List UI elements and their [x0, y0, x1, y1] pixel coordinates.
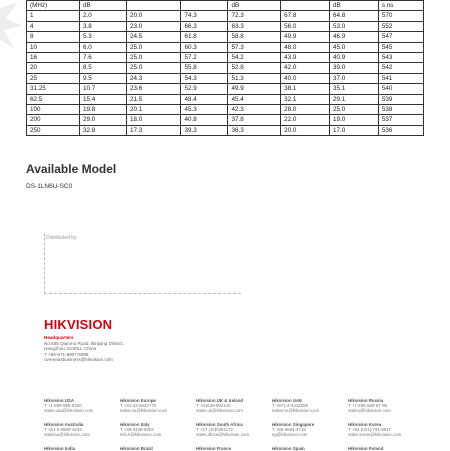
table-row [27, 53, 424, 63]
available-model-title: Available Model [26, 162, 117, 176]
office-phone: T +7-495-669-67-99 [348, 403, 388, 408]
table-cell: 48.4 [181, 94, 228, 104]
headquarters-email[interactable]: overseasbusiness@hikvision.com [44, 357, 114, 363]
office-name: Hikvision Singapore [272, 422, 315, 427]
office-email[interactable]: sales.usa@hikvision.com [44, 408, 94, 413]
table-cell: 542 [378, 63, 423, 73]
table-header-cell [281, 1, 330, 11]
table-cell: 3.8 [79, 21, 126, 31]
office-name: Hikvision Brazil [120, 446, 153, 451]
table-cell: 49.9 [281, 32, 330, 42]
table-cell: 536 [378, 125, 423, 135]
table-cell: 17.0 [329, 125, 378, 135]
table-cell: 72.3 [228, 11, 281, 21]
office-name: Hikvision Italy [120, 422, 150, 427]
table-header-cell: dB [79, 1, 126, 11]
table-cell: 23.0 [126, 21, 180, 31]
table-header-cell [181, 1, 228, 11]
table-cell: 543 [378, 53, 423, 63]
office-entry [196, 398, 243, 413]
table-cell: 250 [27, 125, 80, 135]
table-cell: 45.0 [329, 42, 378, 52]
table-cell: 37.0 [329, 73, 378, 83]
table-cell: 25.0 [126, 53, 180, 63]
table-cell: 24.5 [126, 32, 180, 42]
office-phone: T +65-6684-4718 [272, 427, 306, 432]
table-cell: 63.3 [228, 21, 281, 31]
office-email[interactable]: salesau@hikvision.com [44, 432, 90, 437]
table-cell: 46.9 [329, 32, 378, 42]
office-name: Hikvision Korea [348, 422, 382, 427]
table-cell: 36.3 [228, 125, 281, 135]
table-row [27, 94, 424, 104]
table-cell: 62.5 [27, 94, 80, 104]
table-cell: 4 [27, 21, 80, 31]
table-cell: 52.8 [228, 63, 281, 73]
office-entry [348, 398, 391, 413]
table-cell: 45.3 [181, 105, 228, 115]
hikvision-logo: HIKVISION [44, 317, 113, 332]
office-name: Hikvision Europe [120, 398, 156, 403]
available-model-code: DS-1LN6U-SC0 [26, 183, 73, 190]
table-cell: 53.0 [329, 21, 378, 31]
office-name: Hikvision Russia [348, 398, 384, 403]
office-entry [348, 422, 401, 437]
table-cell: 29.0 [79, 115, 126, 125]
table-cell: 40.0 [281, 73, 330, 83]
table-cell: 7.6 [79, 53, 126, 63]
office-entry [44, 446, 75, 451]
table-cell: 10 [27, 42, 80, 52]
office-name: Hikvision Poland [348, 446, 384, 451]
office-entry [120, 398, 167, 413]
office-email[interactable]: sales.eu@hikvision.com [120, 408, 168, 413]
office-email[interactable]: salesme@hikvision.com [272, 408, 320, 413]
headquarters-line: No.555 Qianmo Road, Binjiang District, [44, 340, 124, 346]
table-header-cell: (MHz) [27, 1, 80, 11]
table-cell: 15.4 [79, 94, 126, 104]
table-cell: 38.1 [281, 84, 330, 94]
table-cell: 23.6 [126, 84, 180, 94]
headquarters-title: Headquarters [44, 335, 74, 340]
table-cell: 32.1 [281, 94, 330, 104]
table-row [27, 115, 424, 125]
office-name: Hikvision UAE [272, 398, 303, 403]
office-email[interactable]: sg@hikvision.com [272, 432, 308, 437]
table-cell: 66.3 [181, 21, 228, 31]
table-cell: 74.3 [181, 11, 228, 21]
office-entry [272, 398, 319, 413]
table-cell: 200 [27, 115, 80, 125]
table-cell: 545 [378, 42, 423, 52]
table-cell: 25 [27, 73, 80, 83]
table-cell: 8 [27, 32, 80, 42]
distributed-by-box [44, 233, 241, 294]
table-cell: 22.0 [281, 115, 330, 125]
table-cell: 54.2 [228, 53, 281, 63]
table-cell: 552 [378, 21, 423, 31]
table-row [27, 11, 424, 21]
table-cell: 8.5 [79, 63, 126, 73]
table-cell: 37.8 [228, 115, 281, 125]
table-cell: 56.0 [281, 21, 330, 31]
table-cell: 21.5 [126, 94, 180, 104]
table-cell: 57.3 [228, 42, 281, 52]
distributed-by-label: Distributed by [46, 235, 77, 241]
table-header-cell: s ns [378, 1, 423, 11]
office-name: Hikvision South Africa [196, 422, 243, 427]
table-cell: 20 [27, 63, 80, 73]
table-cell: 52.9 [181, 84, 228, 94]
office-email[interactable]: sales.africa@hikvision.com [196, 432, 250, 437]
headquarters-line: Hangzhou 310051, China [44, 346, 97, 352]
table-cell: 1 [27, 11, 80, 21]
table-cell: 28.0 [281, 105, 330, 115]
table-cell: 35.1 [329, 84, 378, 94]
table-cell: 39.3 [181, 125, 228, 135]
office-phone: T +31-23-5542770 [120, 403, 157, 408]
table-cell: 6.0 [79, 42, 126, 52]
decorative-star-icon [0, 0, 22, 70]
table-cell: 541 [378, 73, 423, 83]
table-cell: 24.3 [126, 73, 180, 83]
table-row [27, 63, 424, 73]
table-cell: 539 [378, 94, 423, 104]
table-cell: 40.8 [181, 115, 228, 125]
headquarters-block [44, 335, 124, 363]
table-cell: 32.8 [79, 125, 126, 135]
table-cell: 5.3 [79, 32, 126, 42]
table-cell: 42.0 [281, 63, 330, 73]
office-name: Hikvision USA [44, 398, 75, 403]
headquarters-line: T +86-571-8807-5998 [44, 351, 89, 357]
office-phone: T +61-2-8599-4233 [44, 427, 82, 432]
table-header-cell [126, 1, 180, 11]
office-entry [44, 398, 93, 413]
table-header-cell: dB [228, 1, 281, 11]
office-name: Hikvision India [44, 446, 75, 451]
table-row [27, 73, 424, 83]
table-cell: 19.8 [79, 105, 126, 115]
table-cell: 48.0 [281, 42, 330, 52]
office-name: Hikvision UK & Ireland [196, 398, 244, 403]
table-cell: 538 [378, 105, 423, 115]
office-phone: T +39-0438-6902 [120, 427, 154, 432]
table-row [27, 105, 424, 115]
table-cell: 45.4 [228, 94, 281, 104]
office-entry [44, 422, 90, 437]
table-cell: 31.25 [27, 84, 80, 94]
table-header-cell: dB [329, 1, 378, 11]
table-row [27, 84, 424, 94]
office-entry [196, 446, 231, 451]
table-cell: 10.7 [79, 84, 126, 94]
office-entry [120, 422, 161, 437]
office-entry [272, 446, 305, 451]
table-cell: 60.3 [181, 42, 228, 52]
table-cell: 20.0 [126, 11, 180, 21]
table-cell: 25.0 [126, 42, 180, 52]
table-cell: 20.0 [281, 125, 330, 135]
table-cell: 54.3 [181, 73, 228, 83]
office-entry [196, 422, 249, 437]
table-cell: 55.8 [181, 63, 228, 73]
office-phone: T +27 (10)0351172 [196, 427, 234, 432]
table-cell: 67.8 [281, 11, 330, 21]
table-row [27, 125, 424, 135]
office-email[interactable]: sales.korea@hikvision.com [348, 432, 402, 437]
table-cell: 25.0 [126, 63, 180, 73]
table-cell: 64.8 [329, 11, 378, 21]
office-name: Hikvision Australia [44, 422, 84, 427]
table-cell: 43.9 [281, 53, 330, 63]
table-header-row [27, 1, 424, 11]
table-cell: 20.1 [126, 105, 180, 115]
table-cell: 16 [27, 53, 80, 63]
office-phone: T +01628-902140 [196, 403, 231, 408]
table-cell: 18.0 [126, 115, 180, 125]
table-cell: 100 [27, 105, 80, 115]
table-cell: 29.1 [329, 94, 378, 104]
table-cell: 2.0 [79, 11, 126, 21]
table-cell: 57.2 [181, 53, 228, 63]
office-name: Hikvision Spain [272, 446, 305, 451]
table-cell: 19.0 [329, 115, 378, 125]
office-entry [348, 446, 383, 451]
office-phone: T +971-4-4432090 [272, 403, 309, 408]
office-phone: T +82-(031)-731-8817 [348, 427, 391, 432]
office-entry [272, 422, 314, 437]
table-cell: 547 [378, 32, 423, 42]
office-phone: T +1-909-895-0400 [44, 403, 82, 408]
table-cell: 61.8 [181, 32, 228, 42]
table-cell: 42.3 [228, 105, 281, 115]
office-email[interactable]: saleru@hikvision.com [348, 408, 391, 413]
office-entry [120, 446, 153, 451]
table-row [27, 21, 424, 31]
table-cell: 9.5 [79, 73, 126, 83]
table-cell: 537 [378, 115, 423, 125]
table-cell: 17.3 [126, 125, 180, 135]
table-cell: 51.3 [228, 73, 281, 83]
table-cell: 49.9 [228, 84, 281, 94]
table-cell: 58.8 [228, 32, 281, 42]
office-email[interactable]: sales.uk@hikvision.com [196, 408, 243, 413]
office-name: Hikvision France [196, 446, 232, 451]
specification-table [26, 0, 424, 136]
table-cell: 540 [378, 84, 423, 94]
table-row [27, 32, 424, 42]
table-cell: 570 [378, 11, 423, 21]
table-cell: 39.0 [329, 63, 378, 73]
table-row [27, 42, 424, 52]
table-cell: 25.0 [329, 105, 378, 115]
table-cell: 40.9 [329, 53, 378, 63]
office-email[interactable]: info.it@hikvision.com [120, 432, 162, 437]
